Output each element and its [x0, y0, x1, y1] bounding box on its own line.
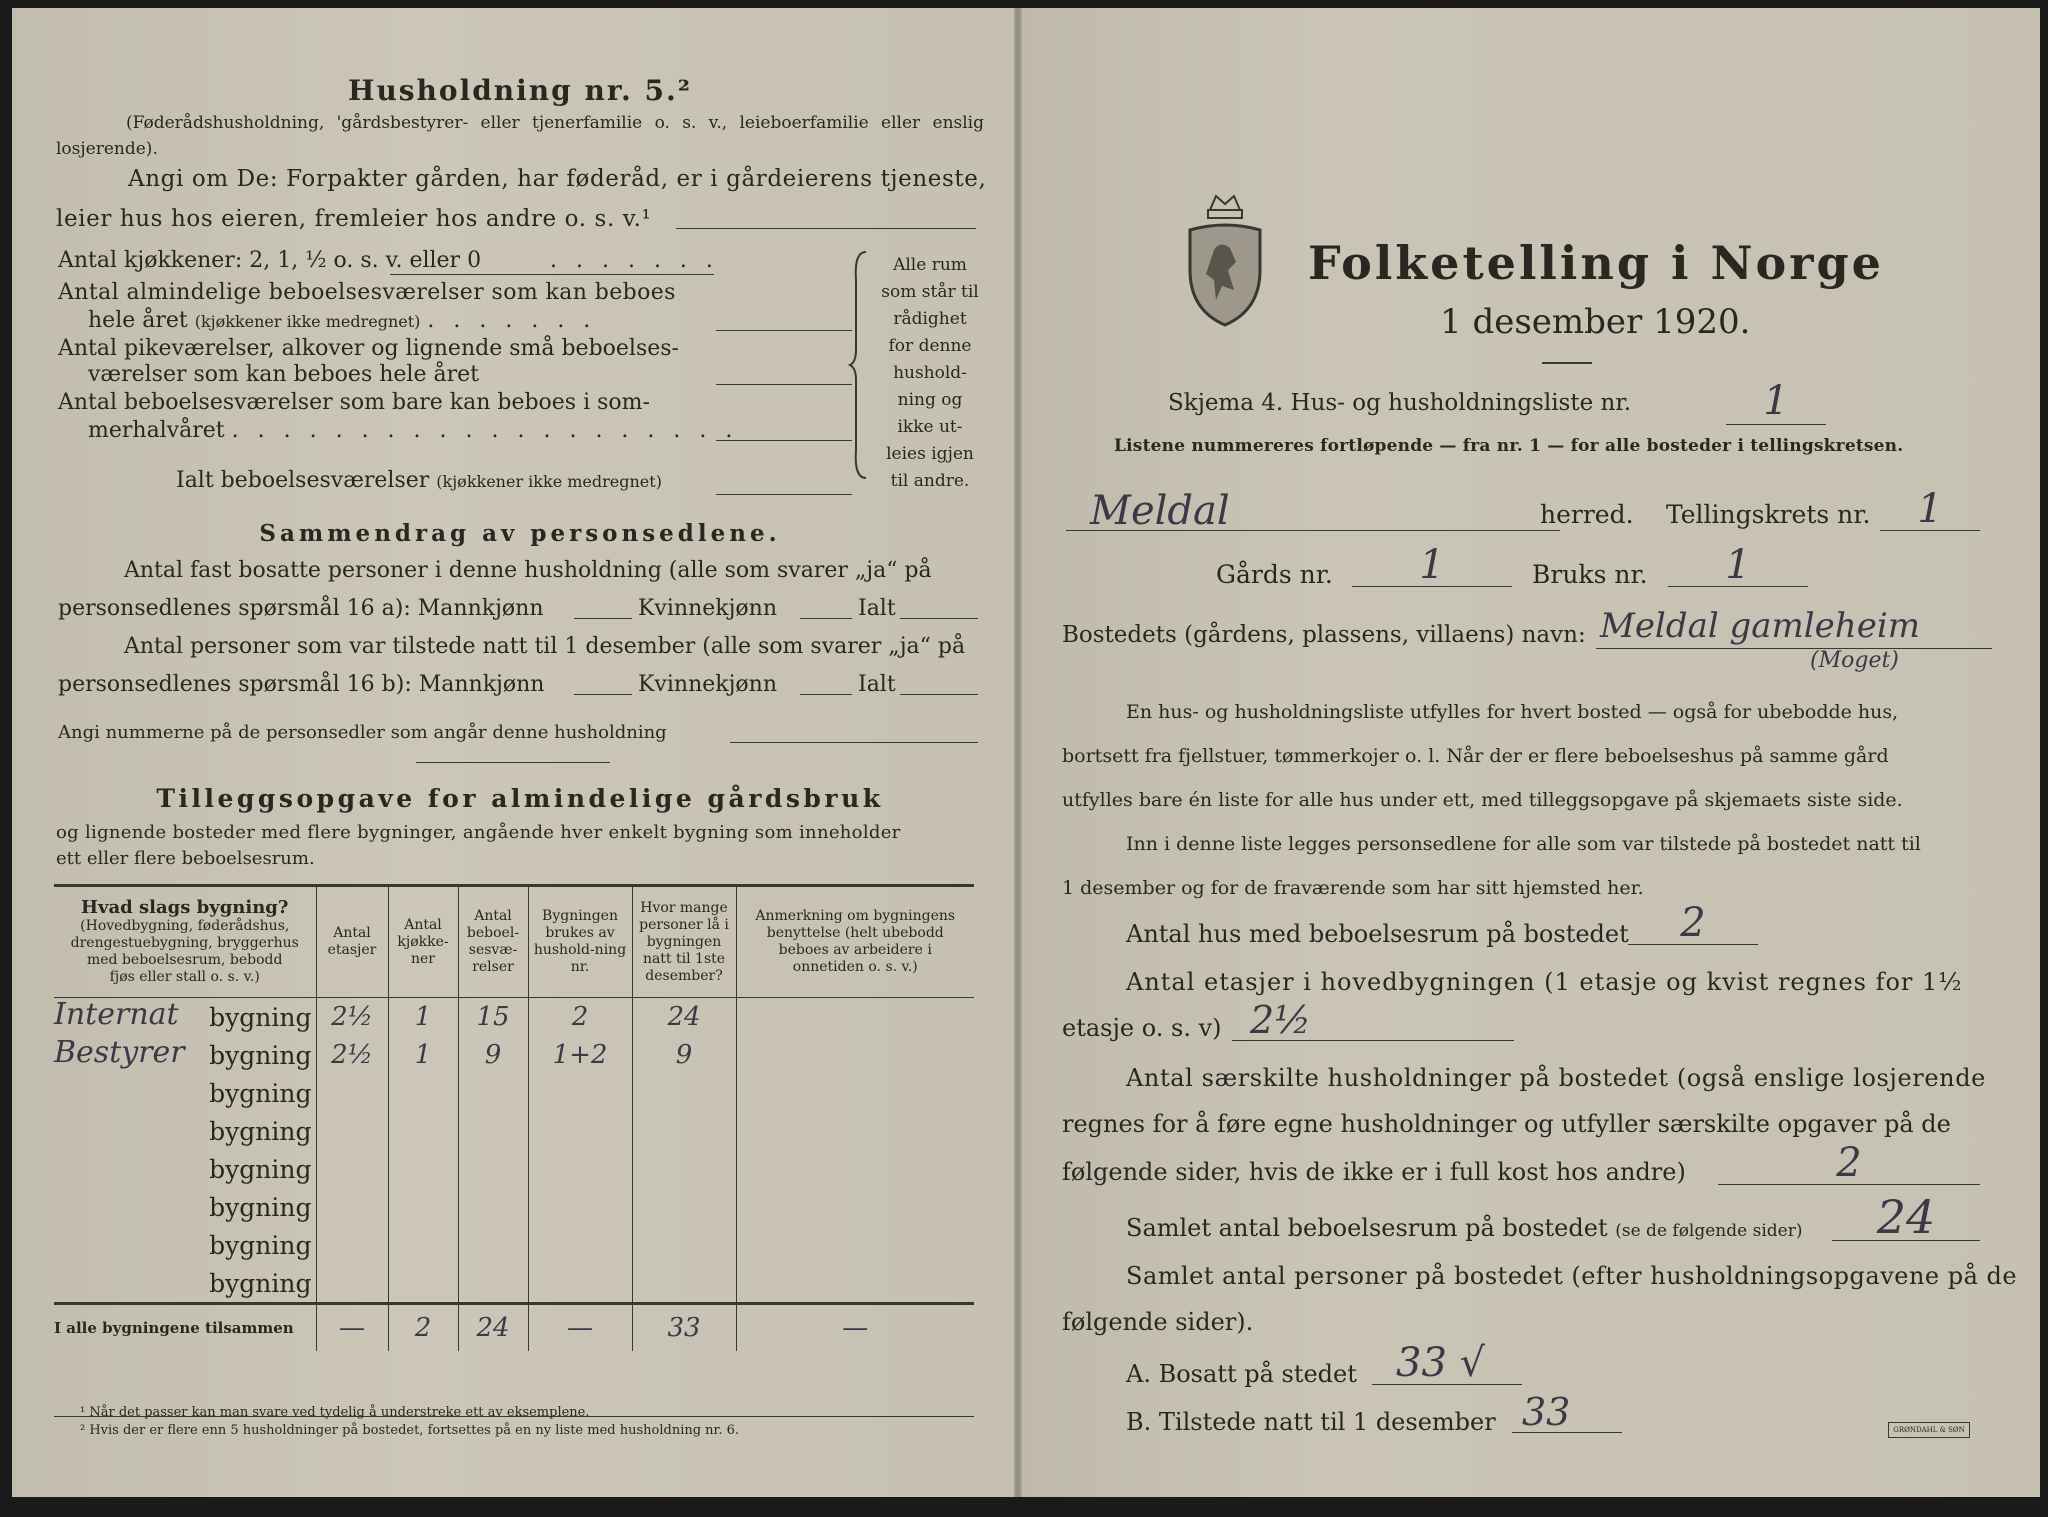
schema-label: Skjema 4. Hus- og husholdningsliste nr.: [1168, 390, 1632, 416]
floors-label-1: Antal etasjer i hovedbygningen (1 etasje og kvist regnes for 1½: [1126, 968, 1963, 996]
cell-kitchens[interactable]: [388, 1074, 458, 1112]
sum-rooms[interactable]: 24: [458, 1304, 528, 1352]
cell-floors[interactable]: [316, 1264, 388, 1304]
instruction-line: 1 desember og for de fraværende som har sitt hjemsted her.: [1062, 877, 1644, 899]
supplement-intro-2: ett eller flere beboelsesrum.: [56, 848, 315, 869]
cell-persons[interactable]: [632, 1226, 736, 1264]
question-line-2: leier hus hos eieren, fremleier hos andre o. s. v.¹: [56, 206, 652, 232]
table-row: [54, 998, 974, 1037]
houses-label: Antal hus med beboelsesrum på bostedet: [1126, 920, 1629, 948]
fast-female-line[interactable]: [800, 618, 852, 619]
rooms-total-note: (se de følgende sider): [1615, 1221, 1803, 1241]
instruction-line: Inn i denne liste legges personsedlene for alle som var tilstede på bostedet natt til: [1126, 833, 1921, 855]
bruks-value[interactable]: 1: [1668, 542, 1808, 587]
cell-building-type[interactable]: [54, 998, 316, 1037]
kitchens-label: Antal kjøkkener: 2, 1, ½ o. s. v. eller 0: [58, 248, 482, 273]
cell-household[interactable]: [528, 1112, 632, 1150]
building-table: [54, 884, 974, 1351]
census-title: Folketelling i Norge: [1308, 236, 1884, 290]
table-header-row: [54, 886, 974, 998]
small-rooms-label-2: værelser som kan beboes hele året: [88, 362, 479, 387]
sum-kitchens[interactable]: 2: [388, 1304, 458, 1352]
cell-floors[interactable]: [316, 1074, 388, 1112]
table-row: [54, 1150, 974, 1188]
cell-note[interactable]: [736, 1036, 974, 1074]
building-row-label: bygning: [209, 1230, 312, 1260]
cell-note[interactable]: [736, 1074, 974, 1112]
total-rooms-line[interactable]: [716, 494, 852, 495]
summary-present-2: personsedlenes spørsmål 16 b): Mannkjønn: [58, 672, 545, 697]
table-row: [54, 1036, 974, 1074]
summary-heading: Sammendrag av personsedlene.: [259, 520, 781, 547]
household-title: Husholdning nr. 5.²: [347, 74, 693, 107]
supplement-intro-1: og lignende bosteder med flere bygninger, angående hver enkelt bygning som inneholder: [56, 822, 901, 843]
table-row: [54, 1264, 974, 1304]
cell-rooms[interactable]: 9: [458, 1036, 528, 1074]
census-date: 1 desember 1920.: [1440, 302, 1751, 342]
bracket-note-line: for denne: [888, 336, 972, 356]
sum-floors[interactable]: —: [316, 1304, 388, 1352]
bosted-label: Bostedets (gårdens, plassens, villaens) navn:: [1062, 622, 1586, 648]
cell-household[interactable]: [528, 1150, 632, 1188]
sum-persons[interactable]: 33: [632, 1304, 736, 1352]
question-answer-line[interactable]: [676, 228, 976, 229]
bracket-note-line: ning og: [897, 390, 963, 410]
present-female-line[interactable]: [800, 694, 852, 695]
bracket-note-line: ikke ut-: [897, 417, 963, 437]
cell-persons[interactable]: [632, 1264, 736, 1304]
bruks-label: Bruks nr.: [1532, 560, 1648, 589]
krets-label: Tellingskrets nr.: [1666, 500, 1871, 529]
small-rooms-label-1: Antal pikeværelser, alkover og lignende små beboelses-: [58, 336, 679, 361]
present-total-label: Ialt: [858, 672, 896, 697]
cell-floors[interactable]: [316, 1150, 388, 1188]
summer-rooms-label-2: merhalvåret . . . . . . . . . . . . . . . . . . . .: [88, 418, 739, 443]
sum-note[interactable]: —: [736, 1304, 974, 1352]
cell-kitchens[interactable]: 1: [388, 1036, 458, 1074]
cell-building-type[interactable]: [54, 1150, 316, 1188]
cell-building-type[interactable]: [54, 1264, 316, 1304]
ordinary-label-2-text: hele året: [88, 308, 188, 333]
cell-building-type[interactable]: [54, 1226, 316, 1264]
instruction-line: utfylles bare én liste for alle hus under ett, med tilleggsopgave på skjemaets siste side.: [1062, 789, 1903, 811]
summary-present-1: Antal personer som var tilstede natt til 1 desember (alle som svarer „ja“ på: [124, 634, 966, 659]
cell-note[interactable]: [736, 1226, 974, 1264]
fast-male-line[interactable]: [574, 618, 632, 619]
cell-persons[interactable]: 24: [632, 998, 736, 1037]
present-total-line[interactable]: [900, 694, 978, 695]
col-header-kitchens: Antal kjøkke-ner: [388, 886, 458, 998]
cell-persons[interactable]: 9: [632, 1036, 736, 1074]
building-type-value[interactable]: Bestyrer: [54, 1034, 185, 1070]
instructions: [1062, 690, 1980, 910]
bracket-note: [874, 252, 986, 495]
col-header-rooms: Antal beboel-sesvæ-relser: [458, 886, 528, 998]
bosted-value-2[interactable]: (Moget): [1810, 648, 1899, 673]
numbering-note: Listene nummereres fortløpende — fra nr. 1 — for alle bosteder i tellingskretsen.: [1114, 436, 1904, 456]
bracket-note-line: rådighet: [893, 309, 967, 329]
sum-label: I alle bygningene tilsammen: [54, 1304, 316, 1352]
bracket-note-line: til andre.: [890, 471, 970, 491]
cell-building-type[interactable]: [54, 1074, 316, 1112]
cell-floors[interactable]: [316, 1112, 388, 1150]
cell-note[interactable]: [736, 1112, 974, 1150]
fast-female-label: Kvinnekjønn: [638, 596, 777, 621]
footnote-1: ¹ Når det passer kan man svare ved tydelig å understreke ett av eksemplene.: [80, 1405, 590, 1420]
col-header-household: Bygningen brukes av hushold-ning nr.: [528, 886, 632, 998]
persons-label-1: Samlet antal personer på bostedet (efter husholdningsopgavene på de: [1126, 1262, 2018, 1290]
cell-rooms[interactable]: 15: [458, 998, 528, 1037]
cell-note[interactable]: [736, 1188, 974, 1226]
cell-kitchens[interactable]: [388, 1150, 458, 1188]
building-row-label: bygning: [209, 1268, 312, 1298]
page-spine: [1014, 8, 1022, 1497]
rooms-total-label: [1126, 1214, 1802, 1242]
summary-fast-2: personsedlenes spørsmål 16 a): Mannkjønn: [58, 596, 544, 621]
present-male-line[interactable]: [574, 694, 632, 695]
supplement-heading: Tilleggsopgave for almindelige gårdsbruk: [156, 784, 884, 813]
section-divider: [416, 762, 610, 763]
cell-kitchens[interactable]: [388, 1112, 458, 1150]
floors-value[interactable]: 2½: [1232, 998, 1514, 1041]
resident-label: A. Bosatt på stedet: [1126, 1360, 1357, 1388]
cell-floors[interactable]: 2½: [316, 1036, 388, 1074]
present-label: B. Tilstede natt til 1 desember: [1126, 1408, 1496, 1436]
building-row-label: bygning: [209, 1154, 312, 1184]
sum-household[interactable]: —: [528, 1304, 632, 1352]
rooms-total-value[interactable]: 24: [1832, 1190, 1980, 1241]
table-sum-row: [54, 1304, 974, 1352]
table-row: [54, 1112, 974, 1150]
cell-household[interactable]: [528, 1264, 632, 1304]
gards-value[interactable]: 1: [1352, 542, 1512, 587]
col-header-building: Hvad slags bygning? (Hovedbygning, føderådshus, drengestuebygning, bryggerhus med beboelsesrum, bebodd fjøs eller stall o. s. v.): [54, 886, 316, 998]
cell-note[interactable]: [736, 1150, 974, 1188]
bracket-note-line: hushold-: [893, 363, 967, 383]
cell-rooms[interactable]: [458, 1188, 528, 1226]
floors-label-2: etasje o. s. v): [1062, 1014, 1222, 1042]
cell-kitchens[interactable]: [388, 1226, 458, 1264]
total-rooms-note: (kjøkkener ikke medregnet): [436, 472, 662, 491]
ordinary-label-2: hele året (kjøkkener ikke medregnet) . . . . . . .: [88, 308, 597, 333]
cell-kitchens[interactable]: [388, 1264, 458, 1304]
cell-rooms[interactable]: [458, 1226, 528, 1264]
small-rooms-line[interactable]: [716, 384, 852, 385]
cell-floors[interactable]: [316, 1188, 388, 1226]
table-row: [54, 1074, 974, 1112]
table-row: [54, 1188, 974, 1226]
cell-household[interactable]: [528, 1226, 632, 1264]
houses-value[interactable]: 2: [1628, 900, 1758, 945]
cell-persons[interactable]: [632, 1188, 736, 1226]
total-rooms-text: Ialt beboelsesværelser: [176, 468, 430, 493]
bracket-note-line: Alle rum: [893, 255, 967, 275]
col-header-floors: Antal etasjer: [316, 886, 388, 998]
cell-rooms[interactable]: [458, 1264, 528, 1304]
cell-rooms[interactable]: [458, 1150, 528, 1188]
table-row: [54, 1226, 974, 1264]
herred-value[interactable]: Meldal: [1066, 488, 1560, 531]
question-line-1: Angi om De: Forpakter gården, har føderåd, er i gårdeierens tjeneste,: [128, 166, 987, 192]
households-label-1: Antal særskilte husholdninger på bostedet (også enslige losjerende: [1126, 1064, 1986, 1092]
summer-rooms-label-2-text: merhalvåret: [88, 418, 225, 443]
cell-kitchens[interactable]: [388, 1188, 458, 1226]
building-row-label: bygning: [209, 1078, 312, 1108]
building-row-label: bygning: [209, 1192, 312, 1222]
ordinary-line[interactable]: [716, 330, 852, 331]
rooms-total-text: Samlet antal beboelsesrum på bostedet: [1126, 1214, 1608, 1242]
date-divider: [1542, 362, 1592, 364]
footnote-2: ² Hvis der er flere enn 5 husholdninger på bostedet, fortsettes på en ny liste med husholdning nr. 6.: [80, 1423, 740, 1438]
numbers-label: Angi nummerne på de personsedler som angår denne husholdning: [58, 722, 667, 743]
instruction-line: bortsett fra fjellstuer, tømmerkojer o. l. Når der er flere beboelseshus på samme gård: [1062, 745, 1889, 767]
bracket-note-line: leies igjen: [886, 444, 974, 464]
cell-floors[interactable]: 2½: [316, 998, 388, 1037]
resident-value[interactable]: 33 √: [1372, 1340, 1522, 1385]
summary-fast-1: Antal fast bosatte personer i denne husholdning (alle som svarer „ja“ på: [124, 558, 932, 583]
kitchens-dots: . . . . . . .: [550, 248, 719, 273]
instruction-line: En hus- og husholdningsliste utfylles for hvert bosted — også for ubebodde hus,: [1126, 701, 1899, 723]
cell-household[interactable]: [528, 1188, 632, 1226]
numbers-line[interactable]: [730, 742, 978, 743]
cell-rooms[interactable]: [458, 1074, 528, 1112]
cell-note[interactable]: [736, 1264, 974, 1304]
building-type-value[interactable]: Internat: [54, 996, 179, 1032]
household-subtitle: (Føderådshusholdning, 'gårdsbestyrer- eller tjenerfamilie o. s. v., leieboerfamilie eller enslig losjerende).: [56, 113, 984, 159]
schema-number[interactable]: 1: [1726, 378, 1826, 425]
col-header-note: Anmerkning om bygningens benyttelse (helt ubebodd beboes av arbeidere i onnetiden o. s. v.): [736, 886, 974, 998]
cell-kitchens[interactable]: 1: [388, 998, 458, 1037]
cell-rooms[interactable]: [458, 1112, 528, 1150]
col-header-persons: Hvor mange personer lå i bygningen natt til 1ste desember?: [632, 886, 736, 998]
building-row-label: bygning: [209, 1002, 312, 1032]
cell-household[interactable]: 2: [528, 998, 632, 1037]
summer-rooms-line[interactable]: [716, 440, 852, 441]
coat-of-arms-icon: [1180, 190, 1270, 330]
cell-note[interactable]: [736, 998, 974, 1037]
bracket-icon: [848, 250, 870, 480]
bracket-note-line: som står til: [881, 282, 979, 302]
households-label-3: følgende sider, hvis de ikke er i full kost hos andre): [1062, 1158, 1686, 1186]
gards-label: Gårds nr.: [1216, 560, 1333, 589]
ordinary-label-1: Antal almindelige beboelsesværelser som kan beboes: [58, 280, 676, 305]
households-label-2: regnes for å føre egne husholdninger og utfyller særskilte opgaver på de: [1062, 1110, 1951, 1138]
persons-label-2: følgende sider).: [1062, 1308, 1254, 1336]
printer-stamp: GRØNDAHL & SØN: [1888, 1422, 1970, 1438]
cell-floors[interactable]: [316, 1226, 388, 1264]
households-value[interactable]: 2: [1718, 1140, 1980, 1185]
footnotes: [80, 1404, 739, 1440]
cell-building-type[interactable]: [54, 1188, 316, 1226]
fast-total-line[interactable]: [900, 618, 978, 619]
kitchens-line[interactable]: [390, 274, 714, 275]
cell-persons[interactable]: [632, 1074, 736, 1112]
building-row-label: bygning: [209, 1040, 312, 1070]
herred-label: herred.: [1540, 500, 1634, 529]
summer-rooms-label-1: Antal beboelsesværelser som bare kan beboes i som-: [58, 390, 650, 415]
cell-building-type[interactable]: [54, 1036, 316, 1074]
cell-persons[interactable]: [632, 1150, 736, 1188]
cell-building-type[interactable]: [54, 1112, 316, 1150]
total-rooms-label: [176, 468, 662, 493]
bosted-value[interactable]: Meldal gamleheim: [1596, 606, 1992, 649]
cell-persons[interactable]: [632, 1112, 736, 1150]
building-row-label: bygning: [209, 1116, 312, 1146]
cell-household[interactable]: 1+2: [528, 1036, 632, 1074]
ordinary-note: (kjøkkener ikke medregnet): [194, 312, 421, 331]
present-value[interactable]: 33: [1512, 1390, 1622, 1433]
present-female-label: Kvinnekjønn: [638, 672, 777, 697]
fast-total-label: Ialt: [858, 596, 896, 621]
cell-household[interactable]: [528, 1074, 632, 1112]
krets-value[interactable]: 1: [1880, 486, 1980, 531]
